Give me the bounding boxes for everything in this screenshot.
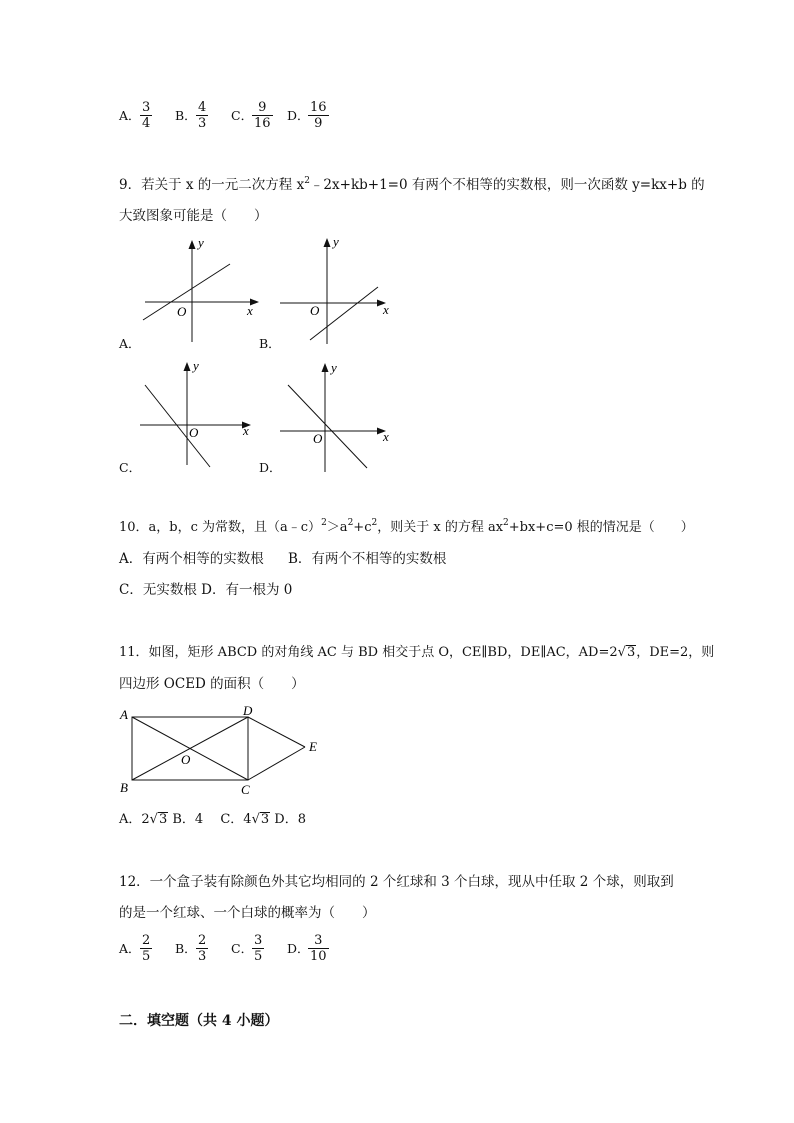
q11-point-c-label: C [241,782,250,797]
q11-rectangle-figure [115,702,330,802]
q12-option-b-letter: B． [175,941,197,956]
q9-label-a: A． [119,336,141,351]
q9-graph-b-line [310,287,378,340]
q9-graph-d-origin-label: O [313,431,323,446]
q9-graph-c-x-label: x [243,423,249,438]
q12-option-a-letter: A． [119,941,141,956]
q8-option-b-fraction: 4 3 [198,100,207,131]
q10-option-c-d: C．无实数根 D．有一根为 0 [119,582,293,598]
q8-option-c-letter: C． [231,108,254,123]
q9-graph-a-x-label: x [247,303,253,318]
q9-label-d: D． [259,460,282,475]
q9-graph-b-y-label: y [333,234,339,249]
q9-graph-d-line [288,385,367,468]
q12-option-b-fraction: 2 3 [198,933,207,964]
q10-option-a: A．有两个相等的实数根 [119,551,264,567]
q11-stem-line1: 11．如图，矩形 ABCD 的对角线 AC 与 BD 相交于点 O，CE∥BD，DE∥AC，AD=2√3，DE=2，则 [119,645,715,660]
q9-graph-c [135,355,265,470]
q9-label-c: C． [119,460,142,475]
q8-option-b-letter: B． [175,108,197,123]
q11-point-b-label: B [120,780,128,795]
q9-stem-line2: 大致图象可能是（ ） [119,208,268,224]
q10-stem: 10．a，b，c 为常数，且$(a﹣c)^2>a^2+c^2$，则关于 x 的方程 $ax^2+bx+c=0$ 根的情况是（ ） [119,518,694,535]
q9-graph-b-x-label: x [383,302,389,317]
q9-graph-a-origin-label: O [177,304,187,319]
q9-graph-a-y-label: y [198,235,204,250]
q12-stem-line2: 的是一个红球、一个白球的概率为（ ） [119,905,376,921]
q9-graph-a [135,232,265,347]
q8-option-a-letter: A． [119,108,141,123]
q12-option-c-fraction: 3 5 [254,933,263,964]
q12-option-d-letter: D． [287,941,310,956]
q8-option-d-fraction: 16 9 [310,100,327,131]
q9-graph-c-line [145,385,210,467]
q12-stem-line1: 12．一个盒子装有除颜色外其它均相同的 2 个红球和 3 个白球，现从中任取 2 个球，则取到 [119,874,674,890]
q10-option-b: B．有两个不相等的实数根 [288,551,447,567]
q9-graph-d-y-label: y [331,360,337,375]
q9-stem-line1: 9．若关于 x 的一元二次方程 $x^2﹣2x+kb+1=0$ 有两个不相等的实数根，则一次函数 y=kx+b 的 [119,176,705,193]
q11-point-o-label: O [181,752,191,767]
q9-graph-a-line [143,264,230,320]
q9-graph-c-origin-label: O [189,425,199,440]
q9-graph-d [275,355,400,475]
q9-label-b: B． [259,336,281,351]
q9-graph-b-origin-label: O [310,303,320,318]
q9-graph-c-y-label: y [193,358,199,373]
q12-option-d-fraction: 3 10 [310,933,327,964]
q11-point-e-label: E [309,739,317,754]
q9-graph-d-x-label: x [383,429,389,444]
q12-option-c-letter: C． [231,941,254,956]
section-2-heading: 二．填空题（共 4 小题） [119,1013,279,1029]
q8-option-a-fraction: 3 4 [142,100,151,131]
q11-point-d-label: D [243,703,253,718]
q11-options: A．2√3 B．4 C．4√3 D．8 [119,812,306,827]
q8-option-d-letter: D． [287,108,310,123]
q9-graph-b [275,232,400,347]
q11-stem-line2: 四边形 OCED 的面积（ ） [119,676,305,692]
q8-option-c-fraction: 9 16 [254,100,271,131]
q12-option-a-fraction: 2 5 [142,933,151,964]
q11-point-a-label: A [120,707,128,722]
